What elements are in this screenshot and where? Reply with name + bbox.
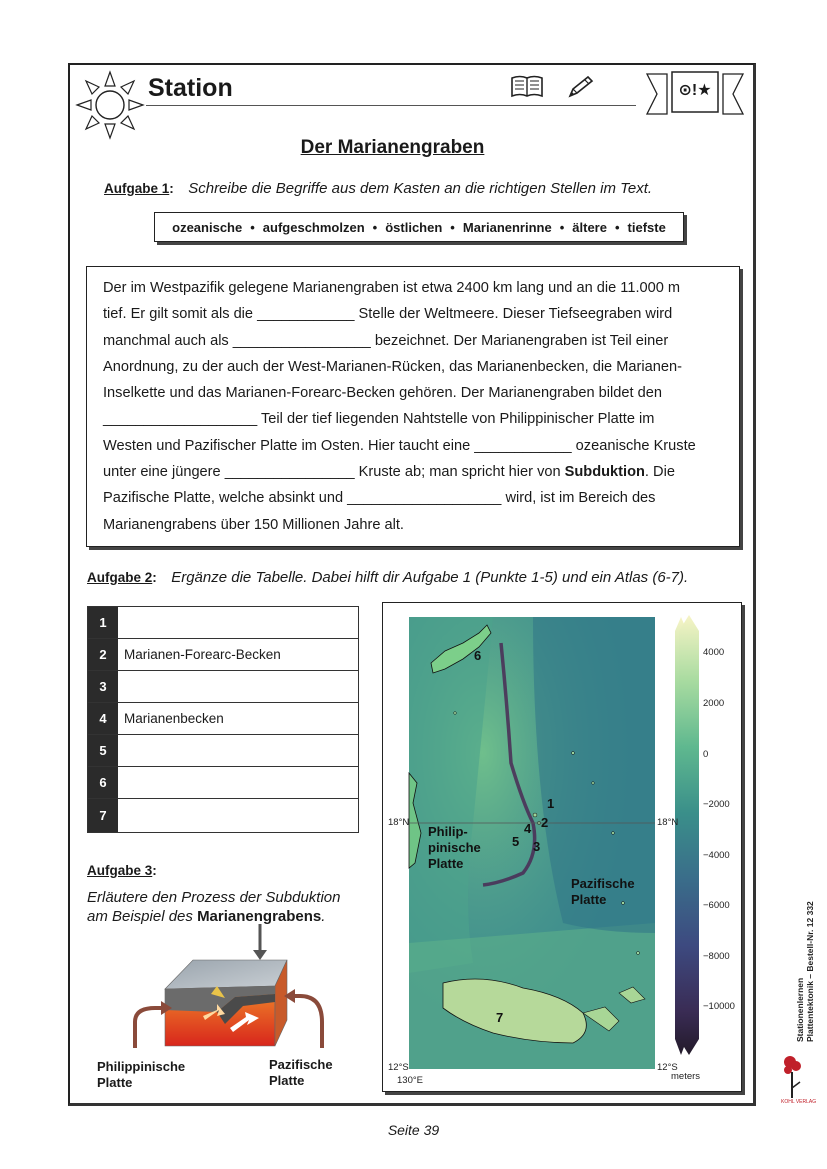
sidebar-line: Stationenlernen [795, 977, 805, 1042]
colorbar-tick: −4000 [703, 850, 730, 861]
label-line: pinische [428, 840, 481, 855]
label-line: Philip- [428, 824, 468, 839]
task3-label: Aufgabe 3 [87, 863, 153, 878]
plate-label-left [97, 1059, 185, 1091]
task2-header: Aufgabe 2: Ergänze die Tabelle. Dabei hilft dir Aufgabe 1 (Punkte 1-5) und ein Atlas (6-7). [87, 569, 689, 586]
task1-instruction: Schreibe die Begriffe aus dem Kasten an die richtigen Stellen im Text. [188, 180, 653, 197]
text-line: Inselkette und das Marianen-Forearc-Becken gehören. Der Marianengraben bildet den [103, 385, 662, 402]
table-row [87, 767, 359, 799]
plate-label-right [269, 1057, 333, 1089]
difficulty-badge: ⊙!★ [678, 82, 712, 99]
word-item: Marianenrinne [462, 219, 552, 235]
text-line: tief. Er gilt somit als die ____________ Stelle der Weltmeere. Dieser Tiefseegraben wird [103, 306, 673, 323]
publisher-name: KOHL VERLAG [781, 1099, 817, 1105]
map-point: 6 [474, 648, 482, 663]
table-row [87, 671, 359, 703]
station-title: Station [148, 74, 233, 102]
label-line: Platte [428, 856, 464, 871]
task3-line: Erläutere den Prozess der Subduktion [87, 889, 341, 906]
page-number: Seite 39 [387, 1122, 440, 1138]
colorbar-tick: 0 [703, 749, 709, 760]
colorbar-tick: 4000 [703, 647, 725, 658]
colorbar-tick: −2000 [703, 799, 730, 810]
header-divider [146, 105, 636, 106]
table-row [87, 606, 359, 639]
book-icon [510, 74, 544, 100]
lat-label-left: 18°N [388, 817, 410, 828]
label-line: Pazifische [269, 1057, 333, 1072]
row-answer[interactable]: Marianen-Forearc-Becken [124, 647, 281, 662]
cloze-text-box [86, 266, 740, 547]
map-point: 3 [533, 839, 541, 854]
row-number: 3 [88, 671, 118, 702]
map-point: 1 [547, 796, 555, 811]
colorbar-tick: −8000 [703, 951, 730, 962]
word-item: ozeanische [172, 219, 243, 235]
lon-label: 130°E [397, 1075, 423, 1086]
bold-term: Subduktion [564, 464, 645, 481]
table-row [87, 799, 359, 833]
lat-label-bottom-right: 12°S [657, 1062, 678, 1073]
map-point: 4 [524, 821, 532, 836]
pencil-icon [566, 74, 596, 100]
colorbar-tick: −6000 [703, 900, 730, 911]
word-item: östlichen [385, 219, 443, 235]
document-title: Der Marianengraben [300, 137, 485, 158]
colorbar-tick: 2000 [703, 698, 725, 709]
task2-label: Aufgabe 2 [87, 570, 153, 585]
row-number: 4 [88, 703, 118, 734]
text-segment: unter eine jüngere ________________ Kruste ab; man spricht hier von [103, 464, 565, 481]
word-item: aufgeschmolzen [262, 219, 365, 235]
task3-header: Aufgabe 3: [87, 863, 157, 878]
word-box: ozeanische • aufgeschmolzen • östlichen • Marianenrinne • ältere • tiefste [154, 212, 684, 242]
text-segment: . Die [644, 464, 675, 481]
row-number: 2 [88, 639, 118, 670]
table-row [87, 703, 359, 735]
label-line: Pazifische [571, 876, 635, 891]
text-line: ___________________ Teil der tief liegenden Nahtstelle von Philippinischer Platte im [103, 411, 655, 428]
text-line: Anordnung, zu der auch der West-Marianen-Rücken, das Marianenbecken, die Marianen- [103, 358, 682, 375]
text-line: Marianengrabens über 150 Millionen Jahre alt. [103, 516, 404, 533]
text-segment: . [321, 908, 326, 925]
phil-plate-label [428, 824, 481, 872]
text-line: Der im Westpazifik gelegene Marianengraben ist etwa 2400 km lang und an die 11.000 m [103, 280, 681, 296]
subduction-diagram [125, 924, 335, 1064]
pacific-plate-label [571, 876, 635, 908]
bold-term: Marianengrabens [197, 908, 322, 925]
task3-instruction [87, 888, 377, 926]
row-number: 6 [88, 767, 118, 798]
text-line: Westen und Pazifischer Platte im Osten. Hier taucht eine ____________ ozeanische Kruste [103, 437, 696, 454]
sidebar-line: Plattentektonik – Bestell-Nr. 12 332 [805, 901, 815, 1042]
table-row [87, 735, 359, 767]
row-number: 5 [88, 735, 118, 766]
text-segment: am Beispiel des [87, 908, 198, 925]
word-item: tiefste [627, 219, 666, 235]
colorbar-unit: meters [671, 1071, 701, 1082]
label-line: Platte [269, 1073, 305, 1088]
row-answer[interactable]: Marianenbecken [124, 711, 224, 726]
task1-header: Aufgabe 1: Schreibe die Begriffe aus dem Kasten an die richtigen Stellen im Text. [104, 180, 653, 197]
map-point: 7 [496, 1010, 504, 1025]
task1-label: Aufgabe 1 [104, 181, 170, 196]
label-line: Platte [571, 892, 607, 907]
text-line: Pazifische Platte, welche absinkt und ___________________ wird, ist im Bereich des [103, 490, 656, 507]
colorbar-tick: −10000 [703, 1001, 735, 1012]
sun-icon [74, 70, 146, 140]
sidebar-publisher-info [795, 892, 815, 1042]
row-number: 7 [88, 799, 118, 832]
table-row [87, 639, 359, 671]
row-number: 1 [88, 607, 118, 638]
lat-label-right: 18°N [657, 817, 679, 828]
word-item: ältere [572, 219, 607, 235]
text-line: manchmal auch als _________________ bezeichnet. Der Marianengraben ist Teil einer [103, 332, 669, 349]
lat-label-bottom-left: 12°S [388, 1062, 409, 1073]
publisher-logo [780, 1052, 817, 1105]
map-point: 5 [512, 834, 520, 849]
label-line: Philippinische [97, 1059, 186, 1074]
text-line [103, 459, 725, 485]
bathymetry-map [382, 602, 742, 1092]
label-line: Platte [97, 1075, 133, 1090]
map-point: 2 [541, 815, 549, 830]
task2-instruction: Ergänze die Tabelle. Dabei hilft dir Aufgabe 1 (Punkte 1-5) und ein Atlas (6-7). [171, 569, 689, 586]
